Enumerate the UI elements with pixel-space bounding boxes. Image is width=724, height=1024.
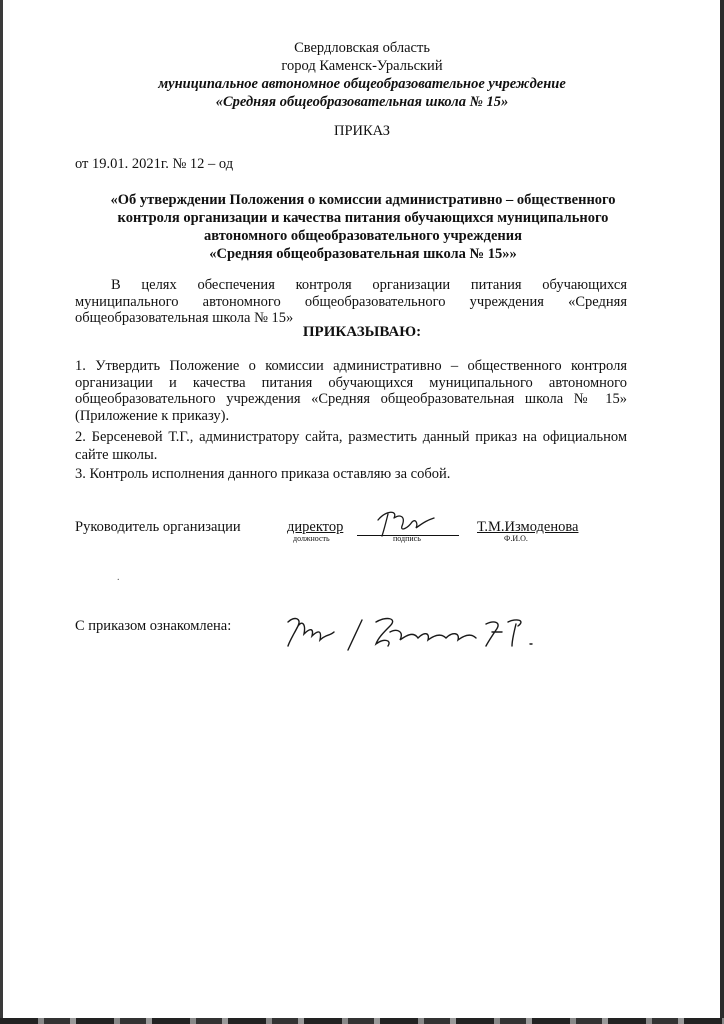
signature-label: Руководитель организации	[75, 519, 241, 535]
subject-line: контроля организации и качества питания обучающихся муниципального	[117, 210, 609, 226]
scan-edge-right	[720, 0, 724, 1024]
position-caption: должность	[293, 534, 330, 543]
signature-position: директор	[287, 519, 344, 535]
scan-edge-bottom	[0, 1018, 724, 1024]
order-item-1	[75, 358, 627, 424]
item-line: 1. Утвердить Положение о комиссии административно – общественного контроля	[75, 358, 627, 374]
order-word: ПРИКАЗЫВАЮ:	[302, 324, 422, 340]
acknowledge-label: С приказом ознакомлена:	[75, 618, 232, 634]
subject-line: «Средняя общеобразовательная школа № 15»»	[209, 246, 517, 262]
scan-speck: .	[117, 572, 120, 583]
subject-line: «Об утверждении Положения о комиссии административно – общественного	[110, 192, 616, 208]
preamble	[75, 277, 627, 327]
order-item-3	[75, 466, 627, 483]
header-city: город Каменск-Уральский	[281, 58, 443, 74]
order-item-2	[75, 428, 627, 464]
signature-caption: подпись	[393, 534, 421, 543]
item-line: (Приложение к приказу).	[75, 407, 230, 424]
director-signature	[372, 506, 442, 540]
item-line: 3. Контроль исполнения данного приказа оставляю за собой.	[75, 466, 451, 482]
item-line: организации и качества питания обучающихся муниципального автономного	[75, 374, 627, 391]
header-org-type: муниципальное автономное общеобразовательное учреждение	[158, 76, 566, 92]
order-number-line: от 19.01. 2021г. № 12 – од	[75, 156, 234, 172]
subject-line: автономного общеобразовательного учреждения	[204, 228, 522, 244]
signatory-name: Т.М.Измоденова	[477, 519, 579, 535]
header-region: Свердловская область	[294, 40, 430, 56]
preamble-line: В целях обеспечения контроля организации питания обучающихся	[111, 277, 627, 293]
preamble-line: муниципального автономного общеобразовательного учреждения «Средняя	[75, 293, 627, 310]
acknowledge-signature	[280, 610, 545, 655]
scan-edge-left	[0, 0, 3, 1024]
header-org-name: «Средняя общеобразовательная школа № 15»	[215, 94, 509, 110]
item-line: 2. Берсеневой Т.Г., администратору сайта, разместить данный приказ на официальном	[75, 429, 627, 445]
preamble-line: общеобразовательная школа № 15»	[75, 310, 294, 326]
item-line: общеобразовательного учреждения «Средняя общеобразовательная школа № 15»	[75, 391, 627, 407]
order-subject	[60, 191, 666, 263]
name-caption: Ф.И.О.	[504, 534, 528, 543]
doc-title: ПРИКАЗ	[333, 123, 391, 139]
item-line: сайте школы.	[75, 447, 158, 463]
